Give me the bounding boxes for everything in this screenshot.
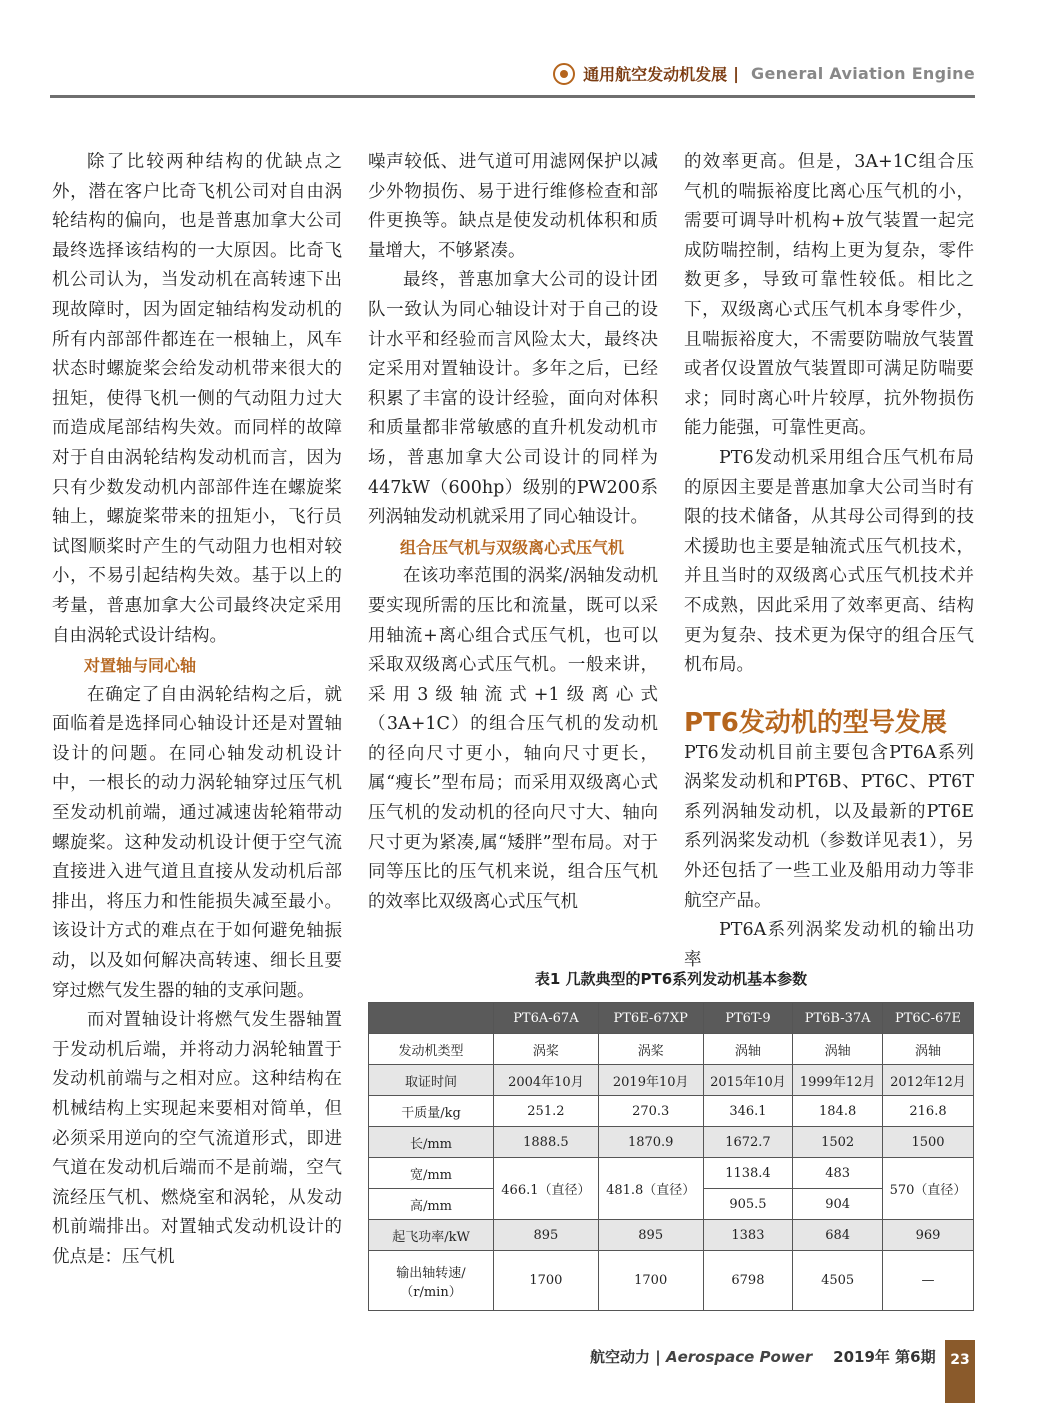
page-header bbox=[50, 58, 975, 98]
table-corner-cell bbox=[369, 1003, 494, 1034]
paragraph: PT6发动机采用组合压气机布局的原因主要是普惠加拿大公司当时有限的技术储备，从其母公司得到的技术援助也主要是轴流式压气机技术，并且当时的双级离心式压气机技术并不成熟，因此采用了效率更高、结构更为复杂、技术更为保守的组合压气机布局。 bbox=[684, 447, 974, 676]
column-1 bbox=[52, 148, 342, 1273]
section-title-pt6: PT6发动机的型号发展 bbox=[684, 707, 947, 738]
table-cell: 904 bbox=[793, 1189, 883, 1220]
table-cell: 2004年10月 bbox=[494, 1065, 599, 1096]
table-cell: 216.8 bbox=[882, 1096, 973, 1127]
table-cell: 905.5 bbox=[703, 1189, 793, 1220]
footer-journal-en: Aerospace Power bbox=[665, 1348, 813, 1366]
table-cell: 6798 bbox=[703, 1251, 793, 1311]
pt6-parameters-table bbox=[368, 1002, 974, 1311]
paragraph: 而对置轴设计将燃气发生器轴置于发动机后端，并将动力涡轮轴置于发动机前端与之相对应。这种结构在机械结构上实现起来要相对简单，但必须采用逆向的空气流道形式，即进气道在发动机后端而不是前端，空气流经压气机、燃烧室和涡轮，从发动机前端排出。对置轴式发动机设计的优点是：压气机 bbox=[52, 1010, 342, 1267]
table-cell: — bbox=[882, 1251, 973, 1311]
column-3 bbox=[684, 148, 974, 975]
paragraph: 除了比较两种结构的优缺点之外，潜在客户比奇飞机公司对自由涡轮结构的偏向，也是普惠加拿大公司最终选择该结构的一大原因。比奇飞机公司认为，当发动机在高转速下出现故障时，因为固定轴结构发动机的所有内部部件都连在一根轴上，风车状态时螺旋桨会给发动机带来很大的扭矩，使得飞机一侧的气动阻力过大而造成尾部结构失效。而同样的故障对于自由涡轮结构发动机而言，因为只有少数发动机内部部件连在螺旋桨轴上，螺旋桨带来的扭矩小，飞行员试图顺桨时产生的气动阻力也相对较小，不易引起结构失效。基于以上的考量，普惠加拿大公司最终决定采用自由涡轮式设计结构。 bbox=[52, 152, 342, 646]
header-title-cn: 通用航空发动机发展 bbox=[583, 65, 728, 84]
table-header-cell: PT6B-37A bbox=[793, 1003, 883, 1034]
table-row bbox=[369, 1158, 974, 1189]
table-row bbox=[369, 1127, 974, 1158]
row-label: 干质量/kg bbox=[369, 1096, 494, 1127]
table-header-cell: PT6A-67A bbox=[494, 1003, 599, 1034]
header-rule bbox=[50, 95, 975, 98]
table-cell: 1700 bbox=[494, 1251, 599, 1311]
footer-issue: 2019年 第6期 bbox=[833, 1348, 936, 1366]
table-row bbox=[369, 1065, 974, 1096]
table-cell: 969 bbox=[882, 1220, 973, 1251]
table-cell: 1999年12月 bbox=[793, 1065, 883, 1096]
section-heading-shaft: 对置轴与同心轴 bbox=[84, 656, 197, 676]
table-header-cell: PT6E-67XP bbox=[598, 1003, 703, 1034]
table-cell: 涡桨 bbox=[598, 1034, 703, 1065]
header-separator: | bbox=[733, 64, 740, 83]
table-row bbox=[369, 1251, 974, 1311]
table-cell: 2015年10月 bbox=[703, 1065, 793, 1096]
table-cell: 270.3 bbox=[598, 1096, 703, 1127]
row-label-line: （r/min） bbox=[400, 1284, 462, 1300]
table-header-cell: PT6T-9 bbox=[703, 1003, 793, 1034]
table-cell: 涡轴 bbox=[793, 1034, 883, 1065]
table-cell: 1502 bbox=[793, 1127, 883, 1158]
table-cell: 2019年10月 bbox=[598, 1065, 703, 1096]
paragraph: PT6发动机目前主要包含PT6A系列涡桨发动机和PT6B、PT6C、PT6T系列涡轴发动机，以及最新的PT6E系列涡桨发动机（参数详见表1），另外还包括了一些工业及船用动力等非航空产品。 bbox=[684, 742, 974, 911]
paragraph: 最终，普惠加拿大公司的设计团队一致认为同心轴设计对于自己的设计水平和经验而言风险太大，最终决定采用对置轴设计。多年之后，已经积累了丰富的设计经验，面向对体积和质量都非常敏感的直升机发动机市场，普惠加拿大公司设计的同样为447kW（600hp）级别的PW200系列涡轴发动机就采用了同心轴设计。 bbox=[368, 270, 658, 528]
table-cell: 570（直径） bbox=[882, 1158, 973, 1220]
table-cell: 466.1（直径） bbox=[494, 1158, 599, 1220]
table-cell: 483 bbox=[793, 1158, 883, 1189]
table-cell: 4505 bbox=[793, 1251, 883, 1311]
page-number: 23 bbox=[945, 1340, 975, 1403]
paragraph: 的效率更高。但是，3A+1C组合压气机的喘振裕度比离心压气机的小，需要可调导叶机构+放气装置一起完成防喘控制，结构上更为复杂，零件数更多，导致可靠性较低。相比之下，双级离心式压气机本身零件少，且喘振裕度大，不需要防喘放气装置或者仅设置放气装置即可满足防喘要求；同时离心叶片较厚，抗外物损伤能力能强，可靠性更高。 bbox=[684, 152, 974, 439]
row-label: 宽/mm bbox=[369, 1158, 494, 1189]
table-header-cell: PT6C-67E bbox=[882, 1003, 973, 1034]
table-cell: 1383 bbox=[703, 1220, 793, 1251]
paragraph: 噪声较低、进气道可用滤网保护以减少外物损伤、易于进行维修检查和部件更换等。缺点是使发动机体积和质量增大，不够紧凑。 bbox=[368, 152, 658, 261]
row-label bbox=[369, 1251, 494, 1311]
table-cell: 481.8（直径） bbox=[598, 1158, 703, 1220]
table-row bbox=[369, 1034, 974, 1065]
table-cell: 1700 bbox=[598, 1251, 703, 1311]
table-cell: 684 bbox=[793, 1220, 883, 1251]
paragraph: 在该功率范围的涡桨/涡轴发动机要实现所需的压比和流量，既可以采用轴流+离心组合式压气机，也可以采取双级离心式压气机。一般来讲，采用3级轴流式+1级离心式（3A+1C）的组合压气机的发动机的径向尺寸更小，轴向尺寸更长，属“瘦长”型布局；而采用双级离心式压气机的发动机的径向尺寸大、轴向尺寸更为紧凑,属“矮胖”型布局。对于同等压比的压气机来说，组合压气机的效率比双级离心式压气机 bbox=[368, 566, 658, 912]
table-cell: 1870.9 bbox=[598, 1127, 703, 1158]
paragraph: 在确定了自由涡轮结构之后，就面临着是选择同心轴设计还是对置轴设计的问题。在同心轴发动机设计中，一根长的动力涡轮轴穿过压气机至发动机前端，通过减速齿轮箱带动螺旋桨。这种发动机设计便于空气流直接进入进气道且直接从发动机后部排出，将压力和性能损失减至最小。该设计方式的难点在于如何避免轴振动，以及如何解决高转速、细长且要穿过燃气发生器的轴的支承问题。 bbox=[52, 684, 342, 1001]
row-label: 取证时间 bbox=[369, 1065, 494, 1096]
row-label: 高/mm bbox=[369, 1189, 494, 1220]
table-cell: 1500 bbox=[882, 1127, 973, 1158]
footer-journal-cn: 航空动力 bbox=[590, 1348, 651, 1366]
table-cell: 251.2 bbox=[494, 1096, 599, 1127]
table-cell: 895 bbox=[494, 1220, 599, 1251]
table-header-row bbox=[369, 1003, 974, 1034]
table-cell: 涡桨 bbox=[494, 1034, 599, 1065]
table-cell: 346.1 bbox=[703, 1096, 793, 1127]
table-cell: 1888.5 bbox=[494, 1127, 599, 1158]
table-cell: 涡轴 bbox=[882, 1034, 973, 1065]
row-label-line: 输出轴转速/ bbox=[396, 1265, 466, 1281]
row-label: 发动机类型 bbox=[369, 1034, 494, 1065]
journal-logo-icon bbox=[553, 63, 575, 85]
page-footer bbox=[590, 1346, 936, 1367]
row-label: 起飞功率/kW bbox=[369, 1220, 494, 1251]
table-cell: 184.8 bbox=[793, 1096, 883, 1127]
row-label: 长/mm bbox=[369, 1127, 494, 1158]
table-cell: 1672.7 bbox=[703, 1127, 793, 1158]
table-row bbox=[369, 1220, 974, 1251]
table-cell: 1138.4 bbox=[703, 1158, 793, 1189]
paragraph: PT6A系列涡桨发动机的输出功率 bbox=[684, 920, 974, 970]
footer-separator: | bbox=[655, 1348, 661, 1366]
header-title bbox=[553, 62, 975, 85]
table-cell: 895 bbox=[598, 1220, 703, 1251]
section-heading-compressor: 组合压气机与双级离心式压气机 bbox=[400, 537, 625, 557]
header-title-en: General Aviation Engine bbox=[751, 64, 975, 83]
table-cell: 2012年12月 bbox=[882, 1065, 973, 1096]
table-row bbox=[369, 1096, 974, 1127]
column-2 bbox=[368, 148, 658, 917]
table-title: 表1 几款典型的PT6系列发动机基本参数 bbox=[534, 970, 808, 988]
table-cell: 涡轴 bbox=[703, 1034, 793, 1065]
